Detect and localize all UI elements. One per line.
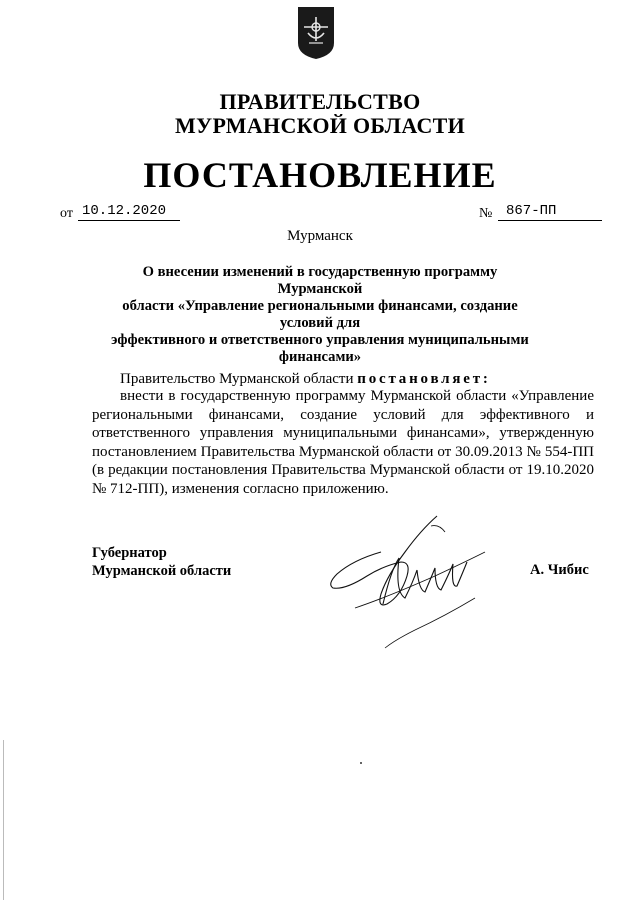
document-number: 867-ПП: [498, 202, 602, 221]
date-prefix: от: [60, 206, 73, 221]
signer-name: А. Чибис: [530, 562, 589, 578]
scan-margin-line: [3, 740, 4, 900]
number-prefix: №: [479, 206, 493, 221]
document-subject: [100, 264, 540, 366]
subject-line: области «Управление региональными финансами, создание условий для: [122, 298, 518, 331]
signer-title-line: Губернатор: [92, 545, 167, 561]
handwritten-signature: [325, 512, 515, 662]
government-name-line1: ПРАВИТЕЛЬСТВО: [219, 89, 421, 114]
signer-title-line: Мурманской области: [92, 563, 232, 579]
document-type-title: ПОСТАНОВЛЕНИЕ: [143, 155, 497, 195]
preamble-text: Правительство Мурманской области: [120, 371, 358, 387]
document-date: 10.12.2020: [78, 202, 180, 221]
subject-line: эффективного и ответственного управления муниципальными: [111, 332, 529, 348]
preamble: [120, 370, 491, 388]
preamble-resolution-word: постановляет:: [357, 371, 491, 387]
scan-dot: [360, 762, 362, 764]
subject-line: О внесении изменений в государственную программу Мурманской: [142, 264, 498, 297]
government-name-line2: МУРМАНСКОЙ ОБЛАСТИ: [174, 113, 466, 138]
city: Мурманск: [287, 228, 353, 244]
body-paragraph: внести в государственную программу Мурманской области «Управление региональными финансами, создание условий для эффективного и ответственного управления муниципальными финансами», утвержденную постановлением Правительства Мурманской области от 30.09.2013 № 554-ПП (в редакции постановления Правительства Мурманской области от 19.10.2020 № 712-ПП), изменения согласно приложению.: [92, 388, 594, 497]
signer-title: [92, 544, 231, 580]
coat-of-arms-icon: [296, 3, 336, 61]
subject-line: финансами»: [278, 349, 362, 365]
